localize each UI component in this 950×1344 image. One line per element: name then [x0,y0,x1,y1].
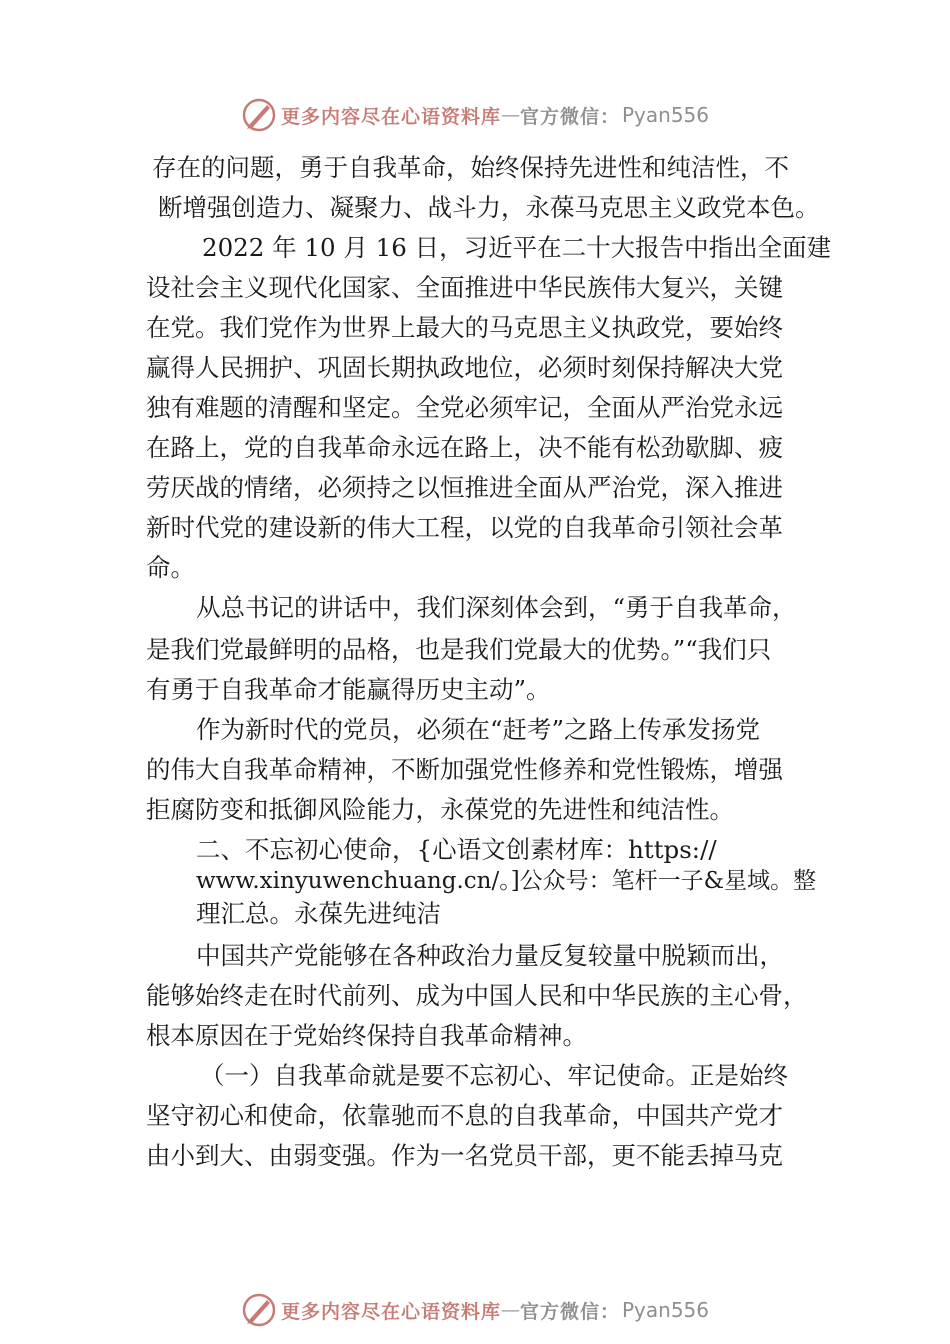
pen-logo-icon [241,97,277,133]
banner-official-label: 官方微信： [519,105,620,128]
banner-title: 更多内容尽在心语资料库 [280,105,501,128]
text-line: 能够始终走在时代前列、成为中国人民和中华民族的主心骨， [146,981,808,1010]
text-line: 有勇于自我革命才能赢得历史主动”。 [146,675,551,704]
text-line: 存在的问题，勇于自我革命，始终保持先进性和纯洁性，不 [152,153,789,182]
text-line: 中国共产党能够在各种政治力量反复较量中脱颖而出， [196,941,784,970]
text-line: 2022 年 10 月 16 日，习近平在二十大报告中指出全面建 [202,233,832,262]
banner-wechat-id: Pyan556 [622,103,710,127]
pen-logo-icon [241,1292,277,1328]
text-line: 在党。我们党作为世界上最大的马克思主义执政党，要始终 [146,313,783,342]
text-line: 由小到大、由弱变强。作为一名党员干部，更不能丢掉马克 [146,1141,783,1170]
banner-wechat-id: Pyan556 [622,1298,710,1322]
header-banner [0,95,950,135]
text-line: 根本原因在于党始终保持自我革命精神。 [146,1021,587,1050]
text-line: 的伟大自我革命精神，不断加强党性修养和党性锻炼，增强 [146,755,783,784]
banner-dash: — [500,1299,520,1321]
text-line: 坚守初心和使命，依靠驰而不息的自我革命，中国共产党才 [146,1101,783,1130]
text-line: 新时代党的建设新的伟大工程，以党的自我革命引领社会革 [146,513,783,542]
footer-banner [0,1290,950,1330]
text-line: 设社会主义现代化国家、全面推进中华民族伟大复兴，关键 [146,273,783,302]
section-heading-line: 二、不忘初心使命，{心语文创素材库：https:// [196,835,717,864]
banner-dash: — [500,104,520,126]
text-line: 作为新时代的党员，必须在“赶考”之路上传承发扬党 [196,715,761,744]
text-line: 独有难题的清醒和坚定。全党必须牢记，全面从严治党永远 [146,393,783,422]
section-heading-line: www.xinyuwenchuang.cn/。]公众号：笔杆一子&星域。整 [196,868,817,894]
text-line: 命。 [146,553,195,582]
text-line: （一）自我革命就是要不忘初心、牢记使命。正是始终 [200,1061,788,1090]
text-line: 是我们党最鲜明的品格，也是我们党最大的优势。”“我们只 [146,635,772,664]
text-line: 劳厌战的情绪，必须持之以恒推进全面从严治党，深入推进 [146,473,783,502]
section-heading-line: 理汇总。永葆先进纯洁 [196,899,441,928]
banner-title: 更多内容尽在心语资料库 [280,1300,501,1323]
text-line: 从总书记的讲话中，我们深刻体会到，“勇于自我革命， [196,593,797,622]
banner-official-label: 官方微信： [519,1300,620,1323]
text-line: 断增强创造力、凝聚力、战斗力，永葆马克思主义政党本色。 [158,193,820,222]
text-line: 在路上，党的自我革命永远在路上，决不能有松劲歇脚、疲 [146,433,783,462]
text-line: 赢得人民拥护、巩固长期执政地位，必须时刻保持解决大党 [146,353,783,382]
text-line: 拒腐防变和抵御风险能力，永葆党的先进性和纯洁性。 [146,795,734,824]
